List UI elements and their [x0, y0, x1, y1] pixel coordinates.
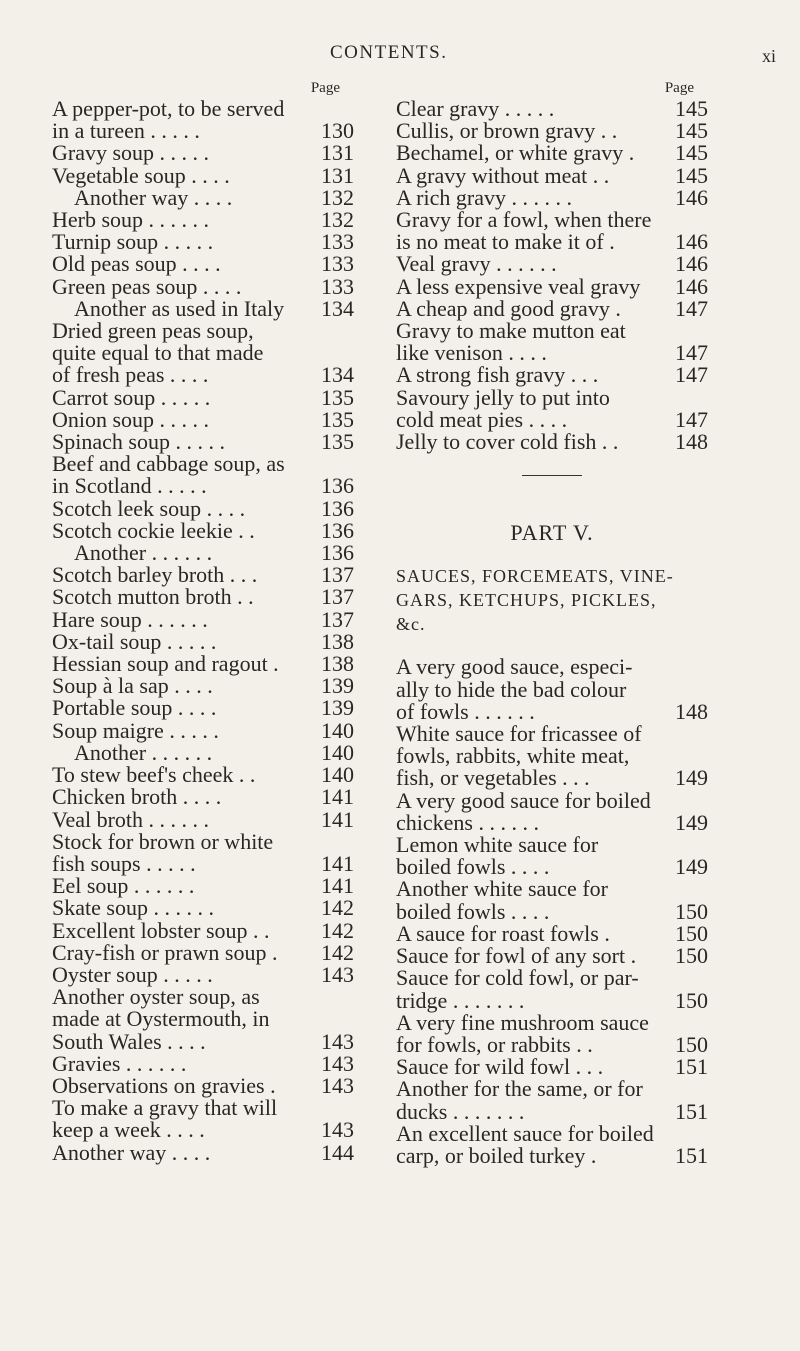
entry-text: made at Oystermouth, in — [52, 1006, 270, 1032]
entry-text: Stock for brown or white — [52, 828, 274, 854]
entry-page-number: 150 — [675, 987, 708, 1013]
contents-entry — [396, 787, 708, 835]
contents-entry — [52, 295, 354, 321]
entry-text: Another for the same, or for — [396, 1076, 643, 1102]
entry-text: boiled fowls . . . . — [396, 854, 550, 880]
contents-entry — [52, 320, 354, 387]
entry-text: like venison . . . . — [396, 340, 547, 366]
entry-page-number: 133 — [321, 229, 354, 255]
entry-text: To stew beef's cheek . . — [52, 762, 256, 788]
entry-page-number: 143 — [321, 961, 354, 987]
entry-page-number: 151 — [675, 1142, 708, 1168]
contents-entry — [52, 786, 354, 808]
entry-text: Dried green peas soup, — [52, 318, 254, 344]
entry-page-number: 150 — [675, 943, 708, 969]
entry-text: Cullis, or brown gravy . . — [396, 118, 618, 144]
entry-page-number: 141 — [321, 784, 354, 810]
entry-text: Bechamel, or white gravy . — [396, 140, 635, 166]
entry-page-number: 135 — [321, 384, 354, 410]
entry-page-number: 136 — [321, 517, 354, 543]
entry-page-number: 143 — [321, 1072, 354, 1098]
contents-entry — [396, 184, 708, 210]
entry-text: Another way . . . . — [74, 184, 233, 210]
contents-entry — [52, 606, 354, 632]
contents-entry — [52, 384, 354, 410]
entry-page-number: 141 — [321, 873, 354, 899]
entry-page-number: 137 — [321, 606, 354, 632]
entry-text: Spinach soup . . . . . — [52, 429, 225, 455]
entry-text: Hessian soup and ragout . — [52, 651, 279, 677]
contents-entry — [52, 986, 354, 1053]
contents-entry — [52, 142, 354, 164]
contents-entry — [396, 273, 708, 299]
entry-page-number: 133 — [321, 273, 354, 299]
entry-text: Ox-tail soup . . . . . — [52, 628, 217, 654]
entry-page-number: 134 — [321, 362, 354, 388]
contents-entry — [52, 273, 354, 299]
contents-entry — [52, 806, 354, 832]
entry-text: fish soups . . . . . — [52, 850, 196, 876]
entry-page-number: 132 — [321, 184, 354, 210]
entry-page-number: 146 — [675, 184, 708, 210]
entry-page-number: 132 — [321, 207, 354, 233]
entry-text: Sauce for wild fowl . . . — [396, 1054, 604, 1080]
contents-entry — [52, 675, 354, 697]
entry-text: Herb soup . . . . . . — [52, 207, 210, 233]
entry-text: Soup à la sap . . . . — [52, 673, 213, 699]
entry-text: Another . . . . . . — [74, 540, 213, 566]
entry-page-number: 140 — [321, 762, 354, 788]
contents-entry — [396, 1056, 708, 1078]
entry-text: South Wales . . . . — [52, 1028, 206, 1054]
left-entries-list — [52, 98, 354, 1164]
contents-entry — [52, 653, 354, 675]
entry-page-number: 149 — [675, 765, 708, 791]
contents-entry — [396, 1078, 708, 1122]
entry-text: A less expensive veal gravy — [396, 273, 641, 299]
right-entries-list — [396, 98, 708, 453]
entry-page-number: 146 — [675, 251, 708, 277]
entry-text: A strong fish gravy . . . — [396, 362, 599, 388]
contents-entry — [52, 939, 354, 965]
entry-text: A rich gravy . . . . . . — [396, 184, 572, 210]
section-title-line: &c. — [396, 614, 426, 635]
entry-page-number: 146 — [675, 273, 708, 299]
entry-page-number: 141 — [321, 850, 354, 876]
entry-page-number: 148 — [675, 698, 708, 724]
entry-text: Scotch barley broth . . . — [52, 562, 258, 588]
contents-entry — [52, 739, 354, 765]
entry-text: Savoury jelly to put into — [396, 384, 610, 410]
contents-entry — [396, 656, 708, 723]
entry-page-number: 131 — [321, 162, 354, 188]
entry-text: Green peas soup . . . . — [52, 273, 242, 299]
contents-entry — [52, 1072, 354, 1098]
contents-entry — [396, 253, 708, 275]
contents-entry — [52, 209, 354, 231]
entry-text: A gravy without meat . . — [396, 162, 610, 188]
contents-entry — [396, 920, 708, 946]
entry-page-number: 138 — [321, 651, 354, 677]
contents-entry — [52, 542, 354, 564]
entry-text: keep a week . . . . — [52, 1117, 205, 1143]
contents-entry — [52, 184, 354, 210]
page-column-heading: Page — [664, 80, 694, 96]
entry-page-number: 138 — [321, 628, 354, 654]
entry-text: Veal gravy . . . . . . — [396, 251, 557, 277]
entry-page-number: 139 — [321, 695, 354, 721]
entry-text: Onion soup . . . . . — [52, 406, 210, 432]
entry-text: Cray-fish or prawn soup . — [52, 939, 278, 965]
contents-entry — [52, 628, 354, 654]
contents-entry — [396, 295, 708, 321]
entry-text: Lemon white sauce for — [396, 832, 599, 858]
contents-entry — [396, 98, 708, 120]
entry-text: of fresh peas . . . . — [52, 362, 209, 388]
entry-text: Gravy soup . . . . . — [52, 140, 210, 166]
contents-entry — [52, 253, 354, 275]
entry-page-number: 133 — [321, 251, 354, 277]
entry-page-number: 136 — [321, 473, 354, 499]
entry-text: Portable soup . . . . — [52, 695, 217, 721]
entry-text: Soup maigre . . . . . — [52, 717, 219, 743]
entry-page-number: 142 — [321, 917, 354, 943]
entry-page-number: 151 — [675, 1054, 708, 1080]
contents-entry — [52, 406, 354, 432]
contents-entry — [52, 98, 354, 142]
right-entries-list-part-v — [396, 656, 708, 1167]
contents-entry — [396, 878, 708, 922]
entry-text: of fowls . . . . . . — [396, 698, 535, 724]
entry-text: Another . . . . . . — [74, 739, 213, 765]
entry-text: Scotch cockie leekie . . — [52, 517, 255, 543]
entry-text: Sauce for fowl of any sort . — [396, 943, 637, 969]
entry-text: Another as used in Italy — [74, 295, 285, 321]
entry-page-number: 136 — [321, 495, 354, 521]
entry-page-number: 147 — [675, 362, 708, 388]
contents-entry — [52, 697, 354, 719]
entry-page-number: 151 — [675, 1098, 708, 1124]
contents-entry — [52, 586, 354, 608]
entry-page-number: 150 — [675, 898, 708, 924]
entry-text: Clear gravy . . . . . — [396, 96, 555, 121]
entry-text: Hare soup . . . . . . — [52, 606, 208, 632]
page-column-heading: Page — [310, 80, 340, 96]
entry-page-number: 142 — [321, 939, 354, 965]
entry-text: Oyster soup . . . . . — [52, 961, 213, 987]
entry-text: Beef and cabbage soup, as — [52, 451, 285, 477]
entry-text: carp, or boiled turkey . — [396, 1142, 597, 1168]
entry-page-number: 147 — [675, 340, 708, 366]
entry-text: boiled fowls . . . . — [396, 898, 550, 924]
entry-page-number: 143 — [321, 1028, 354, 1054]
contents-entry — [396, 142, 708, 164]
entry-text: Vegetable soup . . . . — [52, 162, 230, 188]
entry-page-number: 136 — [321, 540, 354, 566]
contents-entry — [396, 320, 708, 364]
contents-entry — [396, 120, 708, 142]
entry-page-number: 130 — [321, 118, 354, 144]
entry-text: Chicken broth . . . . — [52, 784, 222, 810]
entry-text: Scotch mutton broth . . — [52, 584, 254, 610]
entry-text: in a tureen . . . . . — [52, 118, 200, 144]
section-divider — [522, 475, 582, 476]
entry-page-number: 137 — [321, 562, 354, 588]
entry-text: A very good sauce for boiled — [396, 787, 651, 813]
entry-text: fish, or vegetables . . . — [396, 765, 590, 791]
entry-page-number: 150 — [675, 920, 708, 946]
entry-page-number: 140 — [321, 739, 354, 765]
section-title-line: GARS, KETCHUPS, PICKLES, — [396, 590, 657, 611]
contents-entry — [396, 723, 708, 790]
contents-entry — [396, 967, 708, 1011]
contents-entry — [52, 495, 354, 521]
entry-text: Sauce for cold fowl, or par- — [396, 965, 639, 991]
entry-text: Eel soup . . . . . . — [52, 873, 195, 899]
contents-entry — [52, 917, 354, 943]
contents-entry — [396, 364, 708, 386]
page-number: xi — [762, 46, 777, 66]
contents-entry — [52, 162, 354, 188]
entry-text: To make a gravy that will — [52, 1095, 278, 1121]
entry-page-number: 134 — [321, 295, 354, 321]
entry-text: tridge . . . . . . . — [396, 987, 525, 1013]
right-column — [396, 78, 708, 1167]
entry-text: Jelly to cover cold fish . . — [396, 429, 619, 455]
entry-text: A cheap and good gravy . — [396, 295, 621, 321]
entry-text: Observations on gravies . — [52, 1072, 276, 1098]
section-title-line: SAUCES, FORCEMEATS, VINE- — [396, 566, 674, 587]
entry-page-number: 131 — [321, 140, 354, 166]
contents-entry — [52, 828, 354, 876]
entry-text: Scotch leek soup . . . . — [52, 495, 246, 521]
entry-page-number: 145 — [675, 118, 708, 144]
entry-text: A very fine mushroom sauce — [396, 1009, 649, 1035]
contents-entry — [52, 717, 354, 743]
entry-page-number: 140 — [321, 717, 354, 743]
contents-entry — [52, 564, 354, 586]
contents-entry — [396, 162, 708, 188]
part-heading: PART V. — [510, 520, 594, 546]
entry-page-number: 150 — [675, 1031, 708, 1057]
entry-text: Another oyster soup, as — [52, 984, 260, 1010]
entry-text: for fowls, or rabbits . . — [396, 1031, 593, 1057]
entry-page-number: 137 — [321, 584, 354, 610]
contents-entry — [52, 431, 354, 453]
entry-text: in Scotland . . . . . — [52, 473, 207, 499]
contents-entry — [396, 1120, 708, 1168]
entry-text: Another white sauce for — [396, 876, 608, 902]
contents-entry — [52, 517, 354, 543]
contents-entry — [396, 1009, 708, 1057]
contents-entry — [52, 231, 354, 253]
entry-text: Another way . . . . — [52, 1139, 211, 1165]
entry-text: cold meat pies . . . . — [396, 406, 568, 432]
contents-entry — [52, 1050, 354, 1076]
contents-entry — [52, 764, 354, 786]
entry-text: Old peas soup . . . . — [52, 251, 221, 277]
contents-entry — [396, 945, 708, 967]
entry-text: is no meat to make it of . — [396, 229, 615, 255]
contents-entry — [396, 834, 708, 878]
entry-page-number: 143 — [321, 1050, 354, 1076]
entry-text: Skate soup . . . . . . — [52, 895, 214, 921]
entry-text: ally to hide the bad colour — [396, 676, 627, 702]
entry-text: Excellent lobster soup . . — [52, 917, 270, 943]
contents-entry — [396, 209, 708, 253]
entry-text: An excellent sauce for boiled — [396, 1120, 654, 1146]
entry-page-number: 145 — [675, 140, 708, 166]
entry-text: A sauce for roast fowls . — [396, 920, 610, 946]
entry-text: quite equal to that made — [52, 340, 264, 366]
contents-entry — [396, 431, 708, 453]
entry-page-number: 139 — [321, 673, 354, 699]
section-title — [396, 564, 708, 636]
entry-text: A pepper-pot, to be served — [52, 96, 285, 121]
entry-page-number: 135 — [321, 429, 354, 455]
entry-page-number: 149 — [675, 809, 708, 835]
page-header — [0, 42, 800, 66]
entry-text: chickens . . . . . . — [396, 809, 539, 835]
entry-page-number: 149 — [675, 854, 708, 880]
entry-text: Carrot soup . . . . . — [52, 384, 211, 410]
entry-page-number: 145 — [675, 96, 708, 121]
entry-text: Gravy for a fowl, when there — [396, 207, 652, 233]
contents-entry — [52, 1139, 354, 1165]
entry-page-number: 145 — [675, 162, 708, 188]
entry-text: Gravy to make mutton eat — [396, 318, 626, 344]
entry-text: A very good sauce, especi- — [396, 654, 633, 680]
entry-text: Gravies . . . . . . — [52, 1050, 187, 1076]
entry-text: ducks . . . . . . . — [396, 1098, 525, 1124]
entry-page-number: 146 — [675, 229, 708, 255]
entry-text: fowls, rabbits, white meat, — [396, 743, 630, 769]
entry-page-number: 142 — [321, 895, 354, 921]
entry-page-number: 148 — [675, 429, 708, 455]
contents-entry — [52, 897, 354, 919]
contents-entry — [52, 875, 354, 897]
entry-page-number: 147 — [675, 295, 708, 321]
entry-page-number: 135 — [321, 406, 354, 432]
entry-page-number: 147 — [675, 406, 708, 432]
entry-page-number: 144 — [321, 1139, 354, 1165]
left-column — [52, 78, 354, 1164]
entry-text: Turnip soup . . . . . — [52, 229, 214, 255]
contents-entry — [52, 1097, 354, 1141]
entry-page-number: 141 — [321, 806, 354, 832]
contents-entry — [396, 384, 708, 432]
page-title: CONTENTS. — [330, 42, 448, 63]
entry-page-number: 143 — [321, 1117, 354, 1143]
contents-entry — [52, 453, 354, 497]
contents-entry — [52, 961, 354, 987]
entry-text: Veal broth . . . . . . — [52, 806, 210, 832]
entry-text: White sauce for fricassee of — [396, 721, 642, 747]
